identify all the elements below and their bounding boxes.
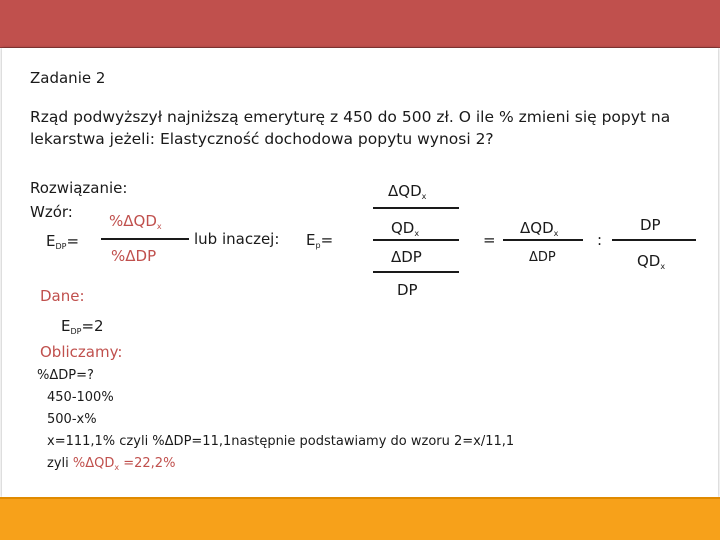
step-4: x=111,1% czyli %ΔDP=11,1następnie podstawiamy do wzoru 2=x/11,1 — [47, 434, 515, 449]
question-line-1: Rząd podwyższył najniższą emeryturę z 450 do 500 zł. O ile % zmieni się popyt na — [30, 108, 671, 126]
fraction3-numerator: DP — [640, 216, 661, 234]
header-bar — [0, 0, 720, 47]
fraction2-numerator: $\Delta QD_x$ — [520, 219, 559, 238]
footer-divider — [0, 497, 720, 499]
step-1: %ΔDP=? — [37, 368, 94, 383]
solution-header: Rozwiązanie: — [30, 179, 128, 197]
formula2-mid-bottom: ΔDP — [391, 248, 422, 266]
formula2-top-bar — [373, 207, 459, 209]
formula2-lhs: $E_p=$ — [306, 231, 334, 250]
alternative-label: lub inaczej: — [194, 230, 280, 248]
compute-label: Obliczamy: — [40, 343, 123, 361]
formula2-top: $\Delta QD_x$ — [388, 182, 427, 201]
step-3: 500-x% — [47, 412, 97, 427]
formula2-mid-top: $QD_x$ — [391, 219, 420, 238]
formula1-fraction-bar — [101, 238, 189, 240]
fraction3-bar — [612, 239, 696, 241]
question-line-2: lekarstwa jeżeli: Elastyczność dochodowa popytu wynosi 2? — [30, 130, 494, 148]
fraction2-bar — [503, 239, 583, 241]
formula2-main-bar — [373, 239, 459, 241]
final-result: zyli $\%\Delta QD_x =22,2\%$ — [47, 456, 176, 472]
formula2-bottom: DP — [397, 281, 418, 299]
formula1-denominator: %ΔDP — [111, 247, 157, 265]
formula2-bottom-bar — [373, 271, 459, 273]
slide-title: Zadanie 2 — [30, 69, 106, 87]
fraction2-denominator: ΔDP — [529, 250, 556, 265]
footer-bar — [0, 497, 720, 540]
given-label: Dane: — [40, 287, 85, 305]
division-colon: : — [597, 231, 603, 249]
step-2: 450-100% — [47, 390, 114, 405]
fraction3-denominator: $QD_x$ — [637, 252, 666, 271]
formula2-equals: = — [483, 231, 496, 249]
formula-label: Wzór: — [30, 203, 73, 221]
formula1-numerator: $\%\Delta QD_x$ — [109, 212, 162, 231]
formula1-lhs: $E_{DP}=$ — [46, 232, 80, 251]
given-edp: $E_{DP}=2$ — [61, 317, 104, 336]
